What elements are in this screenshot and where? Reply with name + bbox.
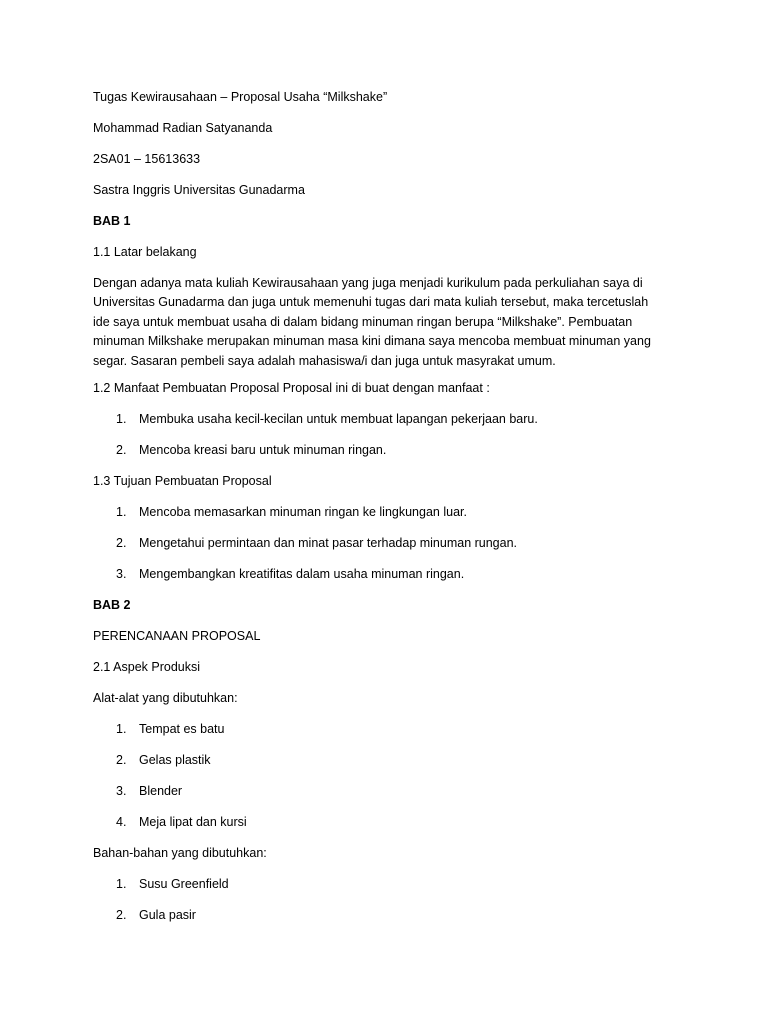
bab1-heading: BAB 1 <box>93 214 131 228</box>
paragraph-line: Universitas Gunadarma dan juga untuk memenuhi tugas dari mata kuliah tersebut, maka tercetuslah <box>93 295 649 310</box>
list-text: Mencoba kreasi baru untuk minuman ringan. <box>139 443 387 457</box>
list-text: Susu Greenfield <box>139 877 229 891</box>
list-number: 3. <box>116 567 127 581</box>
list-number: 2. <box>116 536 127 550</box>
section-1-1-heading: 1.1 Latar belakang <box>93 245 197 259</box>
list-item <box>116 906 196 925</box>
list-number: 3. <box>116 784 127 798</box>
list-item <box>116 441 386 460</box>
list-item <box>116 503 467 522</box>
bab2-subheading: PERENCANAAN PROPOSAL <box>93 629 261 643</box>
author-name: Mohammad Radian Satyananda <box>93 121 273 135</box>
class-id: 2SA01 – 15613633 <box>93 152 201 166</box>
list-text: Tempat es batu <box>139 722 225 736</box>
paragraph-line: segar. Sasaran pembeli saya adalah mahasiswa/i dan juga untuk masyrakat umum. <box>93 353 556 368</box>
department: Sastra Inggris Universitas Gunadarma <box>93 183 305 197</box>
list-number: 1. <box>116 722 127 736</box>
list-item <box>116 813 247 832</box>
list-text: Gelas plastik <box>139 753 211 767</box>
list-number: 1. <box>116 505 127 519</box>
list-text: Blender <box>139 784 183 798</box>
list-item <box>116 875 229 894</box>
list-number: 1. <box>116 412 127 426</box>
list-item <box>116 534 517 553</box>
list-text: Mengetahui permintaan dan minat pasar terhadap minuman rungan. <box>139 536 518 550</box>
list-text: Meja lipat dan kursi <box>139 815 247 829</box>
section-1-1-paragraph <box>93 274 688 371</box>
list-text: Gula pasir <box>139 908 196 922</box>
paragraph-line: minuman Milkshake merupakan minuman masa kini dimana saya mencoba membuat minuman yang <box>93 334 651 349</box>
list-item <box>116 782 182 801</box>
list-item <box>116 410 538 429</box>
list-number: 1. <box>116 877 127 891</box>
list-number: 2. <box>116 753 127 767</box>
list-item <box>116 720 224 739</box>
list-item <box>116 751 211 770</box>
list-number: 2. <box>116 908 127 922</box>
list-text: Mengembangkan kreatifitas dalam usaha minuman ringan. <box>139 567 465 581</box>
list-number: 4. <box>116 815 127 829</box>
section-1-3-heading: 1.3 Tujuan Pembuatan Proposal <box>93 474 272 488</box>
section-2-1-heading: 2.1 Aspek Produksi <box>93 660 201 674</box>
list-item <box>116 565 464 584</box>
document-title: Tugas Kewirausahaan – Proposal Usaha “Milkshake” <box>93 90 388 104</box>
tools-label: Alat-alat yang dibutuhkan: <box>93 691 238 705</box>
bab2-heading: BAB 2 <box>93 598 131 612</box>
list-text: Mencoba memasarkan minuman ringan ke lingkungan luar. <box>139 505 467 519</box>
paragraph-line: ide saya untuk membuat usaha di dalam bidang minuman ringan berupa “Milkshake”. Pembuatan <box>93 314 633 329</box>
ingredients-label: Bahan-bahan yang dibutuhkan: <box>93 846 267 860</box>
paragraph-line: Dengan adanya mata kuliah Kewirausahaan yang juga menjadi kurikulum pada perkuliahan saya di <box>93 276 643 290</box>
section-1-2-heading: 1.2 Manfaat Pembuatan Proposal Proposal ini di buat dengan manfaat : <box>93 381 490 395</box>
list-number: 2. <box>116 443 127 457</box>
list-text: Membuka usaha kecil-kecilan untuk membuat lapangan pekerjaan baru. <box>139 412 538 426</box>
